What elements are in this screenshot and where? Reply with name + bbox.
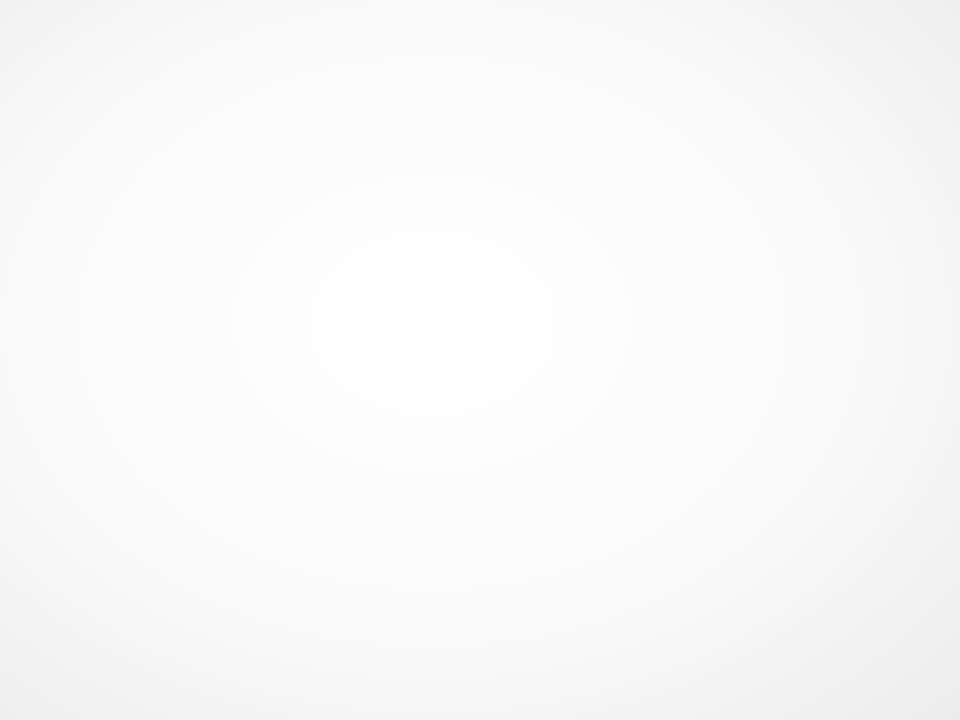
sidebar-block-bottom bbox=[888, 648, 960, 720]
sidebar-block-accent bbox=[888, 576, 960, 648]
decorative-sidebar bbox=[888, 0, 960, 720]
sidebar-block-top bbox=[888, 0, 960, 576]
bullet-list bbox=[74, 172, 844, 180]
